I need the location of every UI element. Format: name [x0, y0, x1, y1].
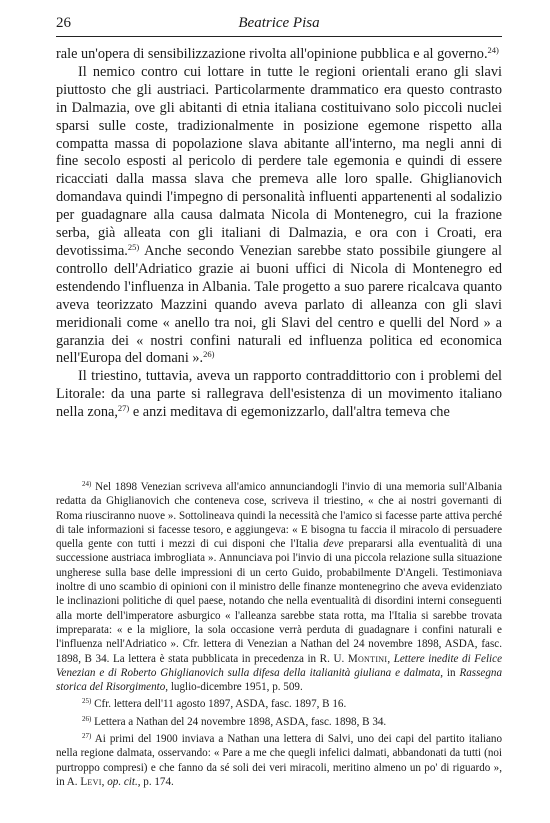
- footnote-author: Montini: [347, 652, 388, 665]
- note-ref-26[interactable]: 26): [203, 349, 215, 360]
- note-ref-27[interactable]: 27): [117, 403, 130, 414]
- paragraph-2: [56, 64, 502, 368]
- paragraph-1: [56, 46, 502, 64]
- footnote-27: [56, 732, 502, 789]
- paragraph-3-text-b: e anzi meditava di egemonizzarlo, dall'altra temeva che: [129, 404, 450, 421]
- footnote-number: 25): [82, 697, 92, 706]
- footnote-text: Cfr. lettera dell'11 agosto 1897, ASDA, fasc. 1897, B 16.: [94, 698, 347, 711]
- footnote-number: 26): [82, 714, 92, 723]
- footnote-text: Lettera a Nathan del 24 novembre 1898, ASDA, fasc. 1898, B 34.: [94, 715, 387, 728]
- paragraph-2-text-b: Anche secondo Venezian sarebbe stato possibile giungere al controllo dell'Adriatico grazie ai buoni uffici di Nicola di Montenegro ed estendendo l'influenza in Albania. Tale progetto a suo parere ricalcava quanto aveva teorizzato Mazzini quando aveva parlato di alleanza con gli slavi meridionali come « anello tra noi, gli Slavi del centro e quelli del Nord » a garanzia dei « nostri confini naturali ed influenza politica ed economica nell'Europa del domani ».: [56, 242, 502, 367]
- paragraph-1-text: rale un'opera di sensibilizzazione rivolta all'opinione pubblica e al governo.: [56, 46, 488, 62]
- body-text: [56, 46, 502, 422]
- footnote-text: , luglio-dicembre 1951, p. 509.: [165, 681, 303, 694]
- footnote-text: Ai primi del 1900 inviava a Nathan una lettera di Salvi, uno dei capi del partito italiano nella regione dalmata, osservando: « Pare a me che quegli infelici dalmati, abbandonati da tutti (noi purtroppo compresi) e che fanno da sé soli dei veri miracoli, meritino almeno un po' di riguardo », in A.: [56, 733, 502, 788]
- paragraph-3: [56, 368, 502, 422]
- footnote-work-title: Lettere inedite di Felice Venezian e di Roberto Ghiglianovich sulla difesa della italianità giuliana e dalmata: [56, 652, 502, 679]
- note-ref-25[interactable]: 25): [127, 241, 140, 252]
- footnotes: [56, 480, 502, 792]
- footnote-opcit: op. cit.: [107, 775, 138, 788]
- footnote-text: ,: [387, 652, 394, 665]
- note-ref-24[interactable]: 24): [487, 45, 499, 55]
- running-title: Beatrice Pisa: [238, 15, 320, 31]
- paragraph-2-text-a: Il nemico contro cui lottare in tutte le regioni orientali erano gli slavi piuttosto che gli austriaci. Particolarmente drammatico era questo contrasto in Dalmazia, ove gli abitanti di etnia italiana costituivano solo piccoli nuclei sparsi sulle coste, tradizionalmente in posizione egemone rispetto alla compatta massa di popolazione slava abitante all'interno, ma negli anni di fine secolo esposti al pericolo di perdere tale egemonia e quindi di essere ricacciati dalla massa slava che premeva alle loro spalle. Ghiglianovich domandava quindi l'impegno di personalità influenti appartenenti al sodalizio per guadagnare alla causa dalmata Nicola di Montenegro, cui la frazione serba, già alleata con gli italiani di Dalmazia, e ora con i Croati, era devotissima.: [56, 63, 502, 259]
- footnote-text: , in: [440, 666, 460, 679]
- footnote-text: Nel 1898 Venezian scriveva all'amico annunciandogli l'invio di una memoria sull'Albania redatta da Ghiglianovich che conteneva cose, scriveva il triestino, « che ai nostri governanti di Roma riusciranno nuove ». Sottolineava quindi la necessità che l'amico si facesse parte attiva perché di tale informazioni si facesse tesoro, e aggiungeva: « E bisogna tu faccia il miracolo di persuadere quella gente con tutti i mezzi di cui disponi che l'Italia: [56, 481, 502, 551]
- footnote-25: [56, 697, 502, 711]
- footnote-emphasis: deve: [323, 538, 344, 551]
- footnote-text: , p. 174.: [137, 775, 174, 788]
- footnote-text: prepararsi alla eventualità di una successione austriaca imbrogliata ». Annunciava poi l'invio di una piccola relazione sulla situazione ungherese sulla base delle impressioni di un certo Guido, probabilmente D'Angeli. Testimoniava inoltre di uno scambio di opinioni con il ministro delle finanze montenegrino che aveva evidenziato le inclinazioni politiche di quel paese, notando che nella eventualità di disordini interni conseguenti alla morte dell'imperatore asburgico « l'alleanza sarebbe stata rotta, ma l'Italia si sarebbe trovata impreparata: « e la migliore, la sola occasione verrà perduta di guadagnare i confini naturali e l'influenza nell'Adriatico ». Cfr. lettera di Venezian a Nathan del 24 novembre 1898, ASDA, fasc. 1898, B 34. La lettera è stata pubblicata in precedenza in R. U.: [56, 538, 502, 665]
- footnote-24: [56, 480, 502, 694]
- footnote-text: ,: [101, 775, 108, 788]
- running-head: [56, 14, 502, 37]
- footnote-author: Levi: [80, 775, 102, 788]
- footnote-number: 27): [82, 732, 92, 741]
- footnote-26: [56, 715, 502, 729]
- page-number: 26: [56, 15, 71, 31]
- footnote-journal: Rassegna storica del Risorgimento: [56, 666, 502, 694]
- footnote-number: 24): [82, 480, 92, 488]
- paragraph-3-text-a: Il triestino, tuttavia, aveva un rapporto contraddittorio con i problemi del Litorale: da una parte si rallegrava dell'esistenza di un movimento italiano nella zona,: [56, 368, 502, 421]
